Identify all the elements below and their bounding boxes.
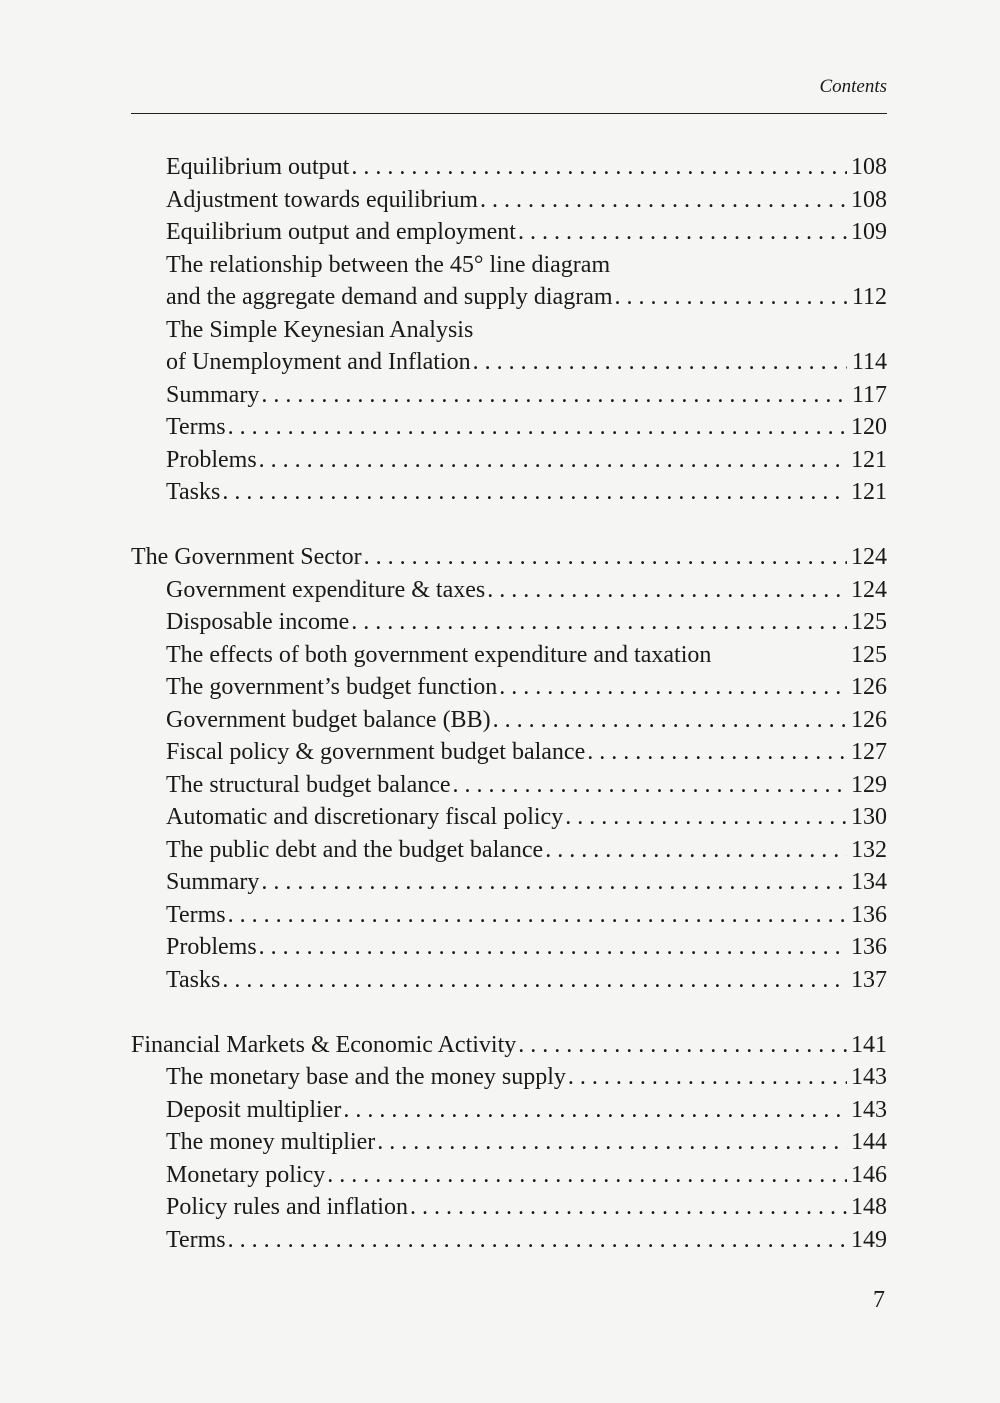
dot-leader xyxy=(228,899,847,932)
toc-entry-page: 149 xyxy=(851,1226,887,1253)
toc-entry[interactable] xyxy=(131,379,887,412)
toc-entry-page: 134 xyxy=(851,869,887,895)
toc-entry-page: 126 xyxy=(851,706,887,733)
toc-entry-title: The money multiplier xyxy=(166,1129,376,1155)
toc-entry[interactable] xyxy=(131,736,887,769)
toc-entry[interactable] xyxy=(131,866,887,899)
dot-leader xyxy=(568,1061,847,1094)
toc-entry-title: The Simple Keynesian Analysis xyxy=(166,316,474,343)
toc-entry[interactable] xyxy=(131,151,887,184)
running-head: Contents xyxy=(819,76,887,97)
toc-entry-page: 126 xyxy=(851,674,887,700)
toc-entry-title: Summary xyxy=(166,869,260,895)
toc-entry-page: 112 xyxy=(851,284,887,310)
dot-leader xyxy=(259,931,847,964)
toc-entry[interactable] xyxy=(131,964,887,997)
dot-leader xyxy=(377,1126,847,1159)
toc-entry[interactable] xyxy=(131,314,887,347)
toc-entry-title: Policy rules and inflation xyxy=(166,1194,408,1220)
toc-entry-page: 148 xyxy=(851,1194,887,1220)
toc-entry-title: Summary xyxy=(166,381,260,408)
toc-entry-page: 143 xyxy=(851,1096,887,1123)
toc-entry[interactable] xyxy=(131,411,887,444)
toc-entry-title: Monetary policy xyxy=(166,1161,326,1188)
toc-entry-page: 136 xyxy=(851,901,887,928)
toc-entry-page: 144 xyxy=(851,1129,887,1155)
toc-entry-title: Equilibrium output xyxy=(166,154,350,180)
toc-entry[interactable] xyxy=(131,834,887,867)
toc-entry-page: 143 xyxy=(851,1064,887,1090)
toc-entry-page: 127 xyxy=(851,739,887,765)
section-gap xyxy=(131,996,887,1029)
dot-leader xyxy=(261,379,847,412)
dot-leader xyxy=(351,151,847,184)
dot-leader xyxy=(222,476,847,509)
toc-entry-title: Equilibrium output and employment xyxy=(166,219,516,245)
toc-entry[interactable] xyxy=(131,281,887,314)
toc-entry-title: Adjustment towards equilibrium xyxy=(166,186,478,213)
toc-entry[interactable] xyxy=(131,184,887,217)
toc-entry-page: 132 xyxy=(851,836,887,863)
toc-entry[interactable] xyxy=(131,346,887,379)
toc-chapter-entry[interactable] xyxy=(131,541,887,574)
toc-entry-title: of Unemployment and Inflation xyxy=(166,349,471,375)
dot-leader xyxy=(351,606,847,639)
toc-entry[interactable] xyxy=(131,216,887,249)
section-gap xyxy=(131,509,887,542)
dot-leader xyxy=(228,411,847,444)
toc-entry-title: Problems xyxy=(166,446,257,473)
toc-entry-page: 125 xyxy=(851,609,887,635)
toc-entry[interactable] xyxy=(131,671,887,704)
toc-chapter-entry[interactable] xyxy=(131,1029,887,1062)
dot-leader xyxy=(259,444,847,477)
dot-leader xyxy=(228,1224,847,1257)
toc-entry-page: 121 xyxy=(851,479,887,505)
dot-leader xyxy=(480,184,847,217)
toc-entry-title: Tasks xyxy=(166,479,221,505)
toc-entry[interactable] xyxy=(131,444,887,477)
table-of-contents xyxy=(131,151,887,1256)
toc-entry[interactable] xyxy=(131,1224,887,1257)
toc-entry-page: 120 xyxy=(851,414,887,440)
toc-entry[interactable] xyxy=(131,899,887,932)
toc-entry-title: Tasks xyxy=(166,966,221,993)
toc-entry-page: 129 xyxy=(851,771,887,798)
dot-leader xyxy=(518,216,847,249)
toc-entry-page: 124 xyxy=(851,576,887,603)
toc-entry-page: 109 xyxy=(851,219,887,245)
toc-entry-title: Automatic and discretionary fiscal policy xyxy=(166,804,564,830)
toc-entry-title: Government budget balance (BB) xyxy=(166,706,491,733)
dot-leader xyxy=(615,281,847,314)
toc-entry-title: The public debt and the budget balance xyxy=(166,836,544,863)
toc-entry[interactable] xyxy=(131,1061,887,1094)
toc-entry[interactable] xyxy=(131,1159,887,1192)
toc-entry[interactable] xyxy=(131,249,887,282)
dot-leader xyxy=(343,1094,847,1127)
dot-leader xyxy=(473,346,847,379)
toc-entry[interactable] xyxy=(131,931,887,964)
toc-entry[interactable] xyxy=(131,574,887,607)
toc-entry-title: The monetary base and the money supply xyxy=(166,1064,566,1090)
toc-entry-title: Terms xyxy=(166,414,226,440)
dot-leader xyxy=(410,1191,847,1224)
dot-leader xyxy=(261,866,847,899)
toc-entry[interactable] xyxy=(131,1191,887,1224)
dot-leader xyxy=(453,769,847,802)
toc-entry-title: and the aggregate demand and supply diagram xyxy=(166,284,613,310)
toc-entry-title: The relationship between the 45° line diagram xyxy=(166,251,611,278)
toc-entry-page: 117 xyxy=(851,381,887,408)
page-number: 7 xyxy=(873,1287,885,1313)
dot-leader xyxy=(222,964,847,997)
toc-entry-page: 137 xyxy=(851,966,887,993)
toc-entry-title: Problems xyxy=(166,934,257,960)
toc-entry[interactable] xyxy=(131,639,887,672)
dot-leader xyxy=(587,736,847,769)
toc-entry-page: 124 xyxy=(851,544,887,570)
toc-entry-title: The effects of both government expenditure and taxation xyxy=(166,641,712,668)
toc-entry-page: 108 xyxy=(851,186,887,213)
toc-entry[interactable] xyxy=(131,704,887,737)
toc-entry[interactable] xyxy=(131,476,887,509)
dot-leader xyxy=(327,1159,847,1192)
toc-entry-title: Terms xyxy=(166,1226,226,1253)
toc-entry-title: Deposit multiplier xyxy=(166,1096,342,1123)
toc-entry-title: Disposable income xyxy=(166,609,350,635)
toc-entry-page: 146 xyxy=(851,1161,887,1188)
toc-entry[interactable] xyxy=(131,801,887,834)
toc-entry-title: Government expenditure & taxes xyxy=(166,576,486,603)
toc-entry-page: 114 xyxy=(851,349,887,375)
toc-entry-title: The Government Sector xyxy=(131,544,362,570)
dot-leader xyxy=(565,801,847,834)
toc-entry-title: The government’s budget function xyxy=(166,674,498,700)
toc-entry[interactable] xyxy=(131,606,887,639)
toc-entry-page: 141 xyxy=(851,1031,887,1058)
toc-entry[interactable] xyxy=(131,769,887,802)
toc-entry[interactable] xyxy=(131,1094,887,1127)
dot-leader xyxy=(487,574,847,607)
header-rule xyxy=(131,113,887,114)
toc-entry-page: 125 xyxy=(851,641,887,668)
toc-entry-title: The structural budget balance xyxy=(166,771,451,798)
toc-entry-page: 121 xyxy=(851,446,887,473)
dot-leader xyxy=(493,704,847,737)
toc-entry-page: 108 xyxy=(851,154,887,180)
toc-entry-page: 130 xyxy=(851,804,887,830)
dot-leader xyxy=(499,671,847,704)
toc-entry-title: Fiscal policy & government budget balance xyxy=(166,739,586,765)
toc-entry-title: Terms xyxy=(166,901,226,928)
dot-leader xyxy=(518,1029,847,1062)
dot-leader xyxy=(545,834,847,867)
toc-entry-title: Financial Markets & Economic Activity xyxy=(131,1031,517,1058)
dot-leader xyxy=(364,541,847,574)
toc-entry-page: 136 xyxy=(851,934,887,960)
toc-entry[interactable] xyxy=(131,1126,887,1159)
